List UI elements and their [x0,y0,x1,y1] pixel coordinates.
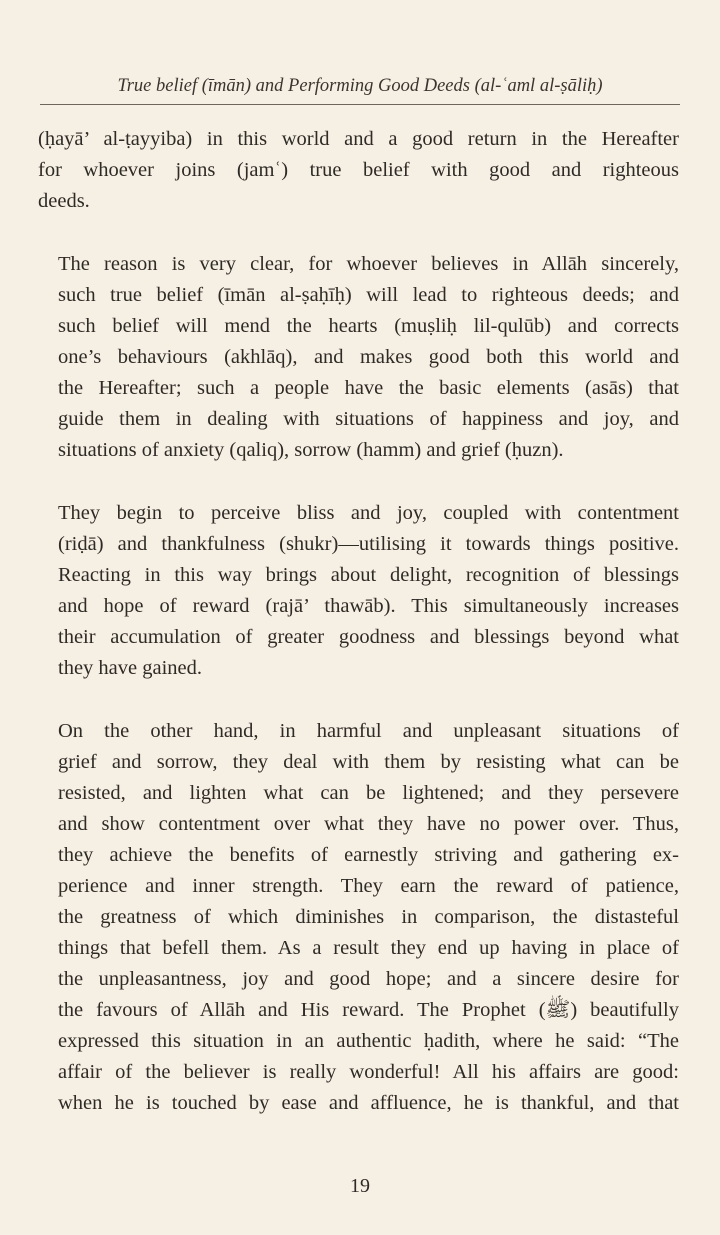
text-line: They begin to perceive bliss and joy, coupled with contentment [58,502,679,524]
text-line: guide them in dealing with situations of happiness and joy, and [58,408,679,430]
text-line: situations of anxiety (qaliq), sorrow (hamm) and grief (ḥuzn). [58,439,564,461]
text-line: Reacting in this way brings about delight, recognition of blessings [58,564,679,586]
running-header: True belief (īmān) and Performing Good Deeds (al-ʿaml al-ṣāliḥ) [117,76,603,96]
paragraph-1 [38,124,679,217]
text-line: the unpleasantness, joy and good hope; and a sincere desire for [58,968,679,990]
text-line: On the other hand, in harmful and unpleasant situations of [58,720,679,742]
text-line: expressed this situation in an authentic ḥadith, where he said: “The [58,1030,679,1052]
text-line: their accumulation of greater goodness and blessings beyond what [58,626,679,648]
text-line: and hope of reward (rajā’ thawāb). This simultaneously increases [58,595,679,617]
text-line: and show contentment over what they have no power over. Thus, [58,813,679,835]
text-line: deeds. [38,190,90,212]
header-rule [40,104,680,105]
text-line: The reason is very clear, for whoever believes in Allāh sincerely, [58,253,679,275]
text-line: affair of the believer is really wonderful! All his affairs are good: [58,1061,679,1083]
text-line: grief and sorrow, they deal with them by resisting what can be [58,751,679,773]
paragraph-2 [38,249,679,466]
text-line: perience and inner strength. They earn the reward of patience, [58,875,679,897]
paragraph-3 [38,498,679,684]
text-line: such true belief (īmān al-ṣaḥīḥ) will lead to righteous deeds; and [58,284,679,306]
paragraph-4 [38,716,679,1119]
text-line: resisted, and lighten what can be lightened; and they persevere [58,782,679,804]
text-line: they have gained. [58,657,203,679]
text-line: they achieve the benefits of earnestly striving and gathering ex- [58,844,679,866]
text-line: (ḥayā’ al-ṭayyiba) in this world and a good return in the Hereafter [38,128,679,150]
text-line: things that befell them. As a result they end up having in place of [58,937,679,959]
text-line: the Hereafter; such a people have the basic elements (asās) that [58,377,679,399]
text-line: the greatness of which diminishes in comparison, the distasteful [58,906,679,928]
text-line: such belief will mend the hearts (muṣliḥ lil-qulūb) and corrects [58,315,679,337]
text-line: (riḍā) and thankfulness (shukr)—utilising it towards things positive. [58,533,679,555]
text-line: the favours of Allāh and His reward. The Prophet (ﷺ) beautifully [58,999,679,1021]
text-line: when he is touched by ease and affluence, he is thankful, and that [58,1092,679,1114]
page-number: 19 [350,1175,370,1197]
body-text [38,124,679,1119]
text-line: for whoever joins (jamʿ) true belief with good and righteous [38,159,679,181]
text-line: one’s behaviours (akhlāq), and makes good both this world and [58,346,679,368]
